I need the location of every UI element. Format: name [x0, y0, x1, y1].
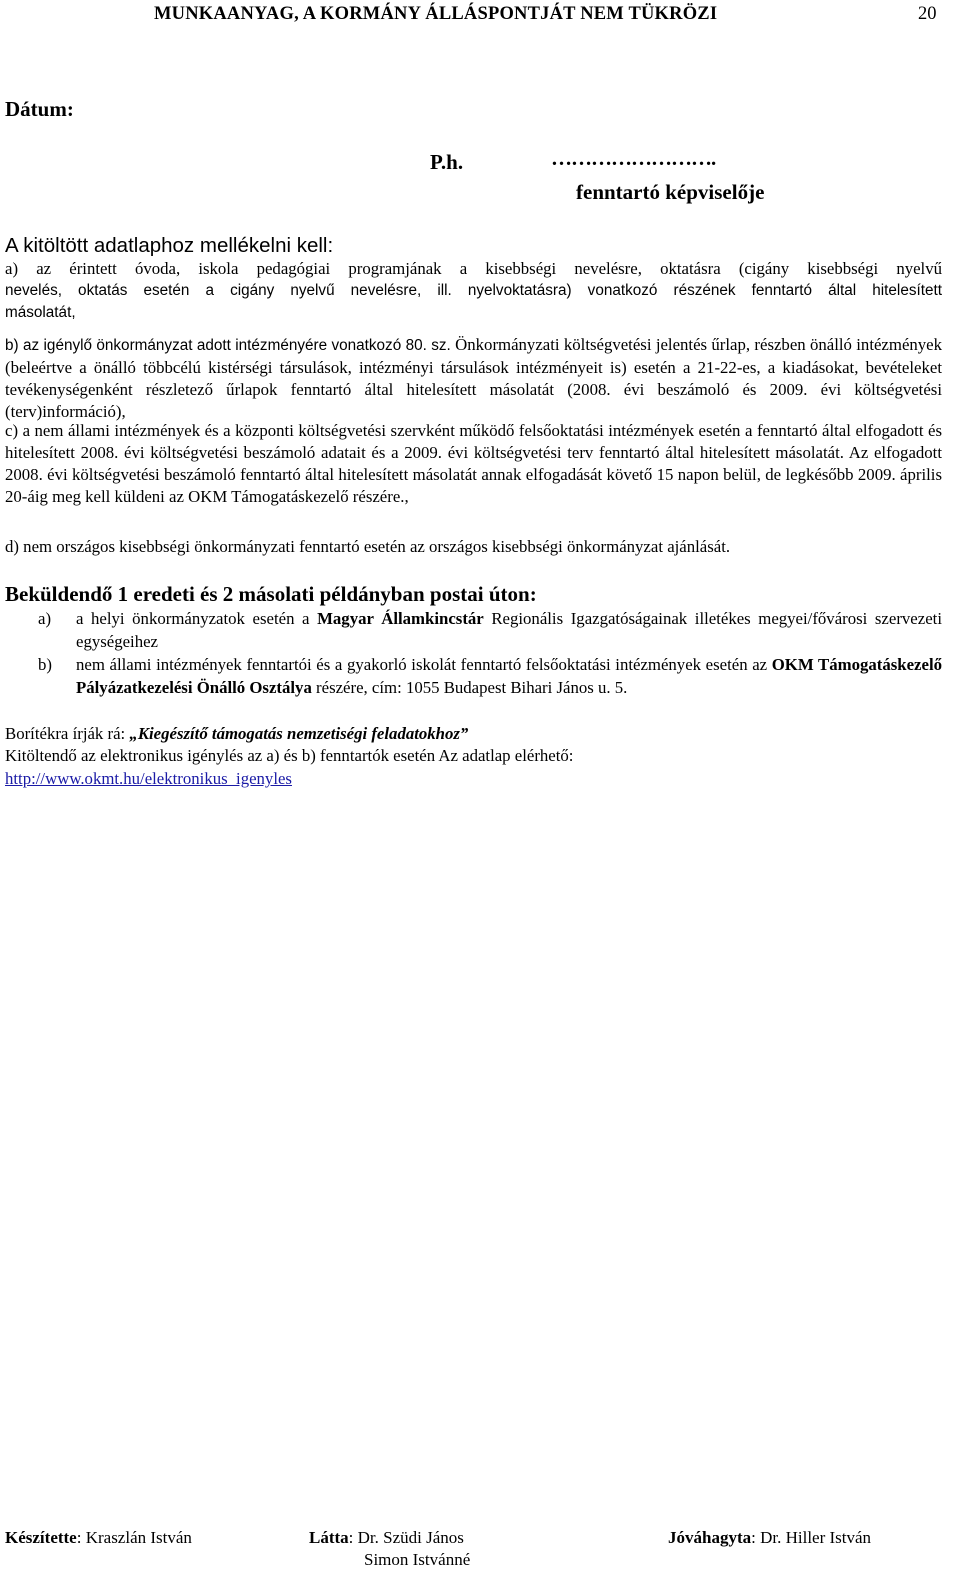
- date-label: Dátum:: [5, 97, 74, 121]
- submission-item-b-text: [76, 653, 942, 699]
- page-number: 20: [918, 4, 937, 24]
- submission-item-b-after: részére, cím: 1055 Budapest Bihari János u. 5.: [311, 678, 628, 697]
- submission-item-b-bold: OKM Támogatáskezelő Pályázatkezelési Önálló Osztálya: [76, 655, 942, 697]
- header-title: MUNKAANYAG, A KORMÁNY ÁLLÁSPONTJÁT NEM TÜKRÖZI: [154, 4, 718, 24]
- signature-line: …………………….: [551, 146, 716, 170]
- attachment-item-b-start: b) az igénylő önkormányzat adott intézményére vonatkozó 80. sz.: [5, 337, 451, 354]
- seal-placeholder: P.h.: [430, 150, 464, 174]
- envelope-note: [5, 723, 468, 745]
- attachment-item-d: d) nem országos kisebbségi önkormányzati fenntartó esetén az országos kisebbségi önkormányzat ajánlását.: [5, 537, 731, 556]
- submission-item-a-bold: Magyar Államkincstár: [317, 609, 484, 628]
- footer-seen: [309, 1527, 464, 1549]
- footer-seen-label: Látta: [309, 1528, 349, 1547]
- footer-prepared-label: Készítette: [5, 1528, 77, 1547]
- submission-item-a-after: Regionális Igazgatóságainak illetékes megyei/fővárosi szervezeti egységeihez: [76, 609, 942, 651]
- attachment-item-a-line2: nevelés, oktatás esetén a cigány nyelvű nevelésre, ill. nyelvoktatásra) vonatkozó részének fenntartó által hitelesített: [5, 282, 942, 299]
- attachment-item-a-line1: a) az érintett óvoda, iskola pedagógiai programjának a kisebbségi nevelésre, oktatásra (cigány kisebbségi nyelvű: [5, 259, 942, 278]
- submission-item-b-marker: b): [38, 655, 52, 674]
- application-link[interactable]: http://www.okmt.hu/elektronikus_igenyles: [5, 769, 292, 788]
- attachments-heading: A kitöltött adatlaphoz mellékelni kell:: [5, 234, 334, 257]
- submission-item-b-before: nem állami intézmények fenntartói és a gyakorló iskolát fenntartó felsőoktatási intézmények esetén az: [76, 655, 772, 674]
- fill-note: Kitöltendő az elektronikus igénylés az a) és b) fenntartók esetén Az adatlap elérhető:: [5, 746, 574, 765]
- envelope-label: Borítékra írják rá:: [5, 724, 130, 743]
- attachment-item-b-rest: Önkormányzati költségvetési jelentés űrlap, részben önálló intézmények (beleértve a önálló többcélú kistérségi társulások, intézményi társulások intézményeit is) esetén a 21-22-es, a kiadásokat, bevételeket tevékenységenként részletező űrlapok fenntartó által hitelesített másolatát (2008. évi beszámoló és 2009. évi költségvetési (terv)információ),: [5, 335, 943, 421]
- attachment-item-a-line3: másolatát,: [5, 304, 76, 321]
- footer-approved-name: : Dr. Hiller István: [751, 1528, 872, 1547]
- submission-heading: Beküldendő 1 eredeti és 2 másolati példányban postai úton:: [5, 582, 537, 606]
- footer-prepared-name: : Kraszlán István: [76, 1528, 192, 1547]
- envelope-value: „Kiegészítő támogatás nemzetiségi feladatokhoz”: [129, 724, 469, 743]
- footer-approved: [668, 1527, 871, 1549]
- signature-role: fenntartó képviselője: [576, 180, 765, 204]
- submission-item-a-before: a helyi önkormányzatok esetén a: [76, 609, 318, 628]
- footer-approved-label: Jóváhagyta: [668, 1528, 752, 1547]
- submission-list: [5, 0, 942, 700]
- footer-seen-name: : Dr. Szüdi János: [348, 1528, 464, 1547]
- attachment-item-c: c) a nem állami intézmények és a központi költségvetési szervként működő felsőoktatási intézmények esetén a fenntartó által elfogadott és hitelesített 2008. évi költségvetési beszámoló adatait és a 2009. évi költségvetési terv fenntartó által hitelesített másolatát. Az elfogadott 2008. évi költségvetési beszámoló fenntartó által hitelesített másolatát annak elfogadását követő 15 napon belül, de legkésőbb 2009. április 20-áig meg kell küldeni az OKM Támogatáskezelő részére.,: [5, 421, 942, 506]
- submission-item-a-marker: a): [38, 609, 52, 628]
- footer-seen-name-2: Simon Istvánné: [364, 1550, 471, 1569]
- submission-item-a-text: [76, 607, 942, 653]
- footer-prepared: [5, 1527, 192, 1549]
